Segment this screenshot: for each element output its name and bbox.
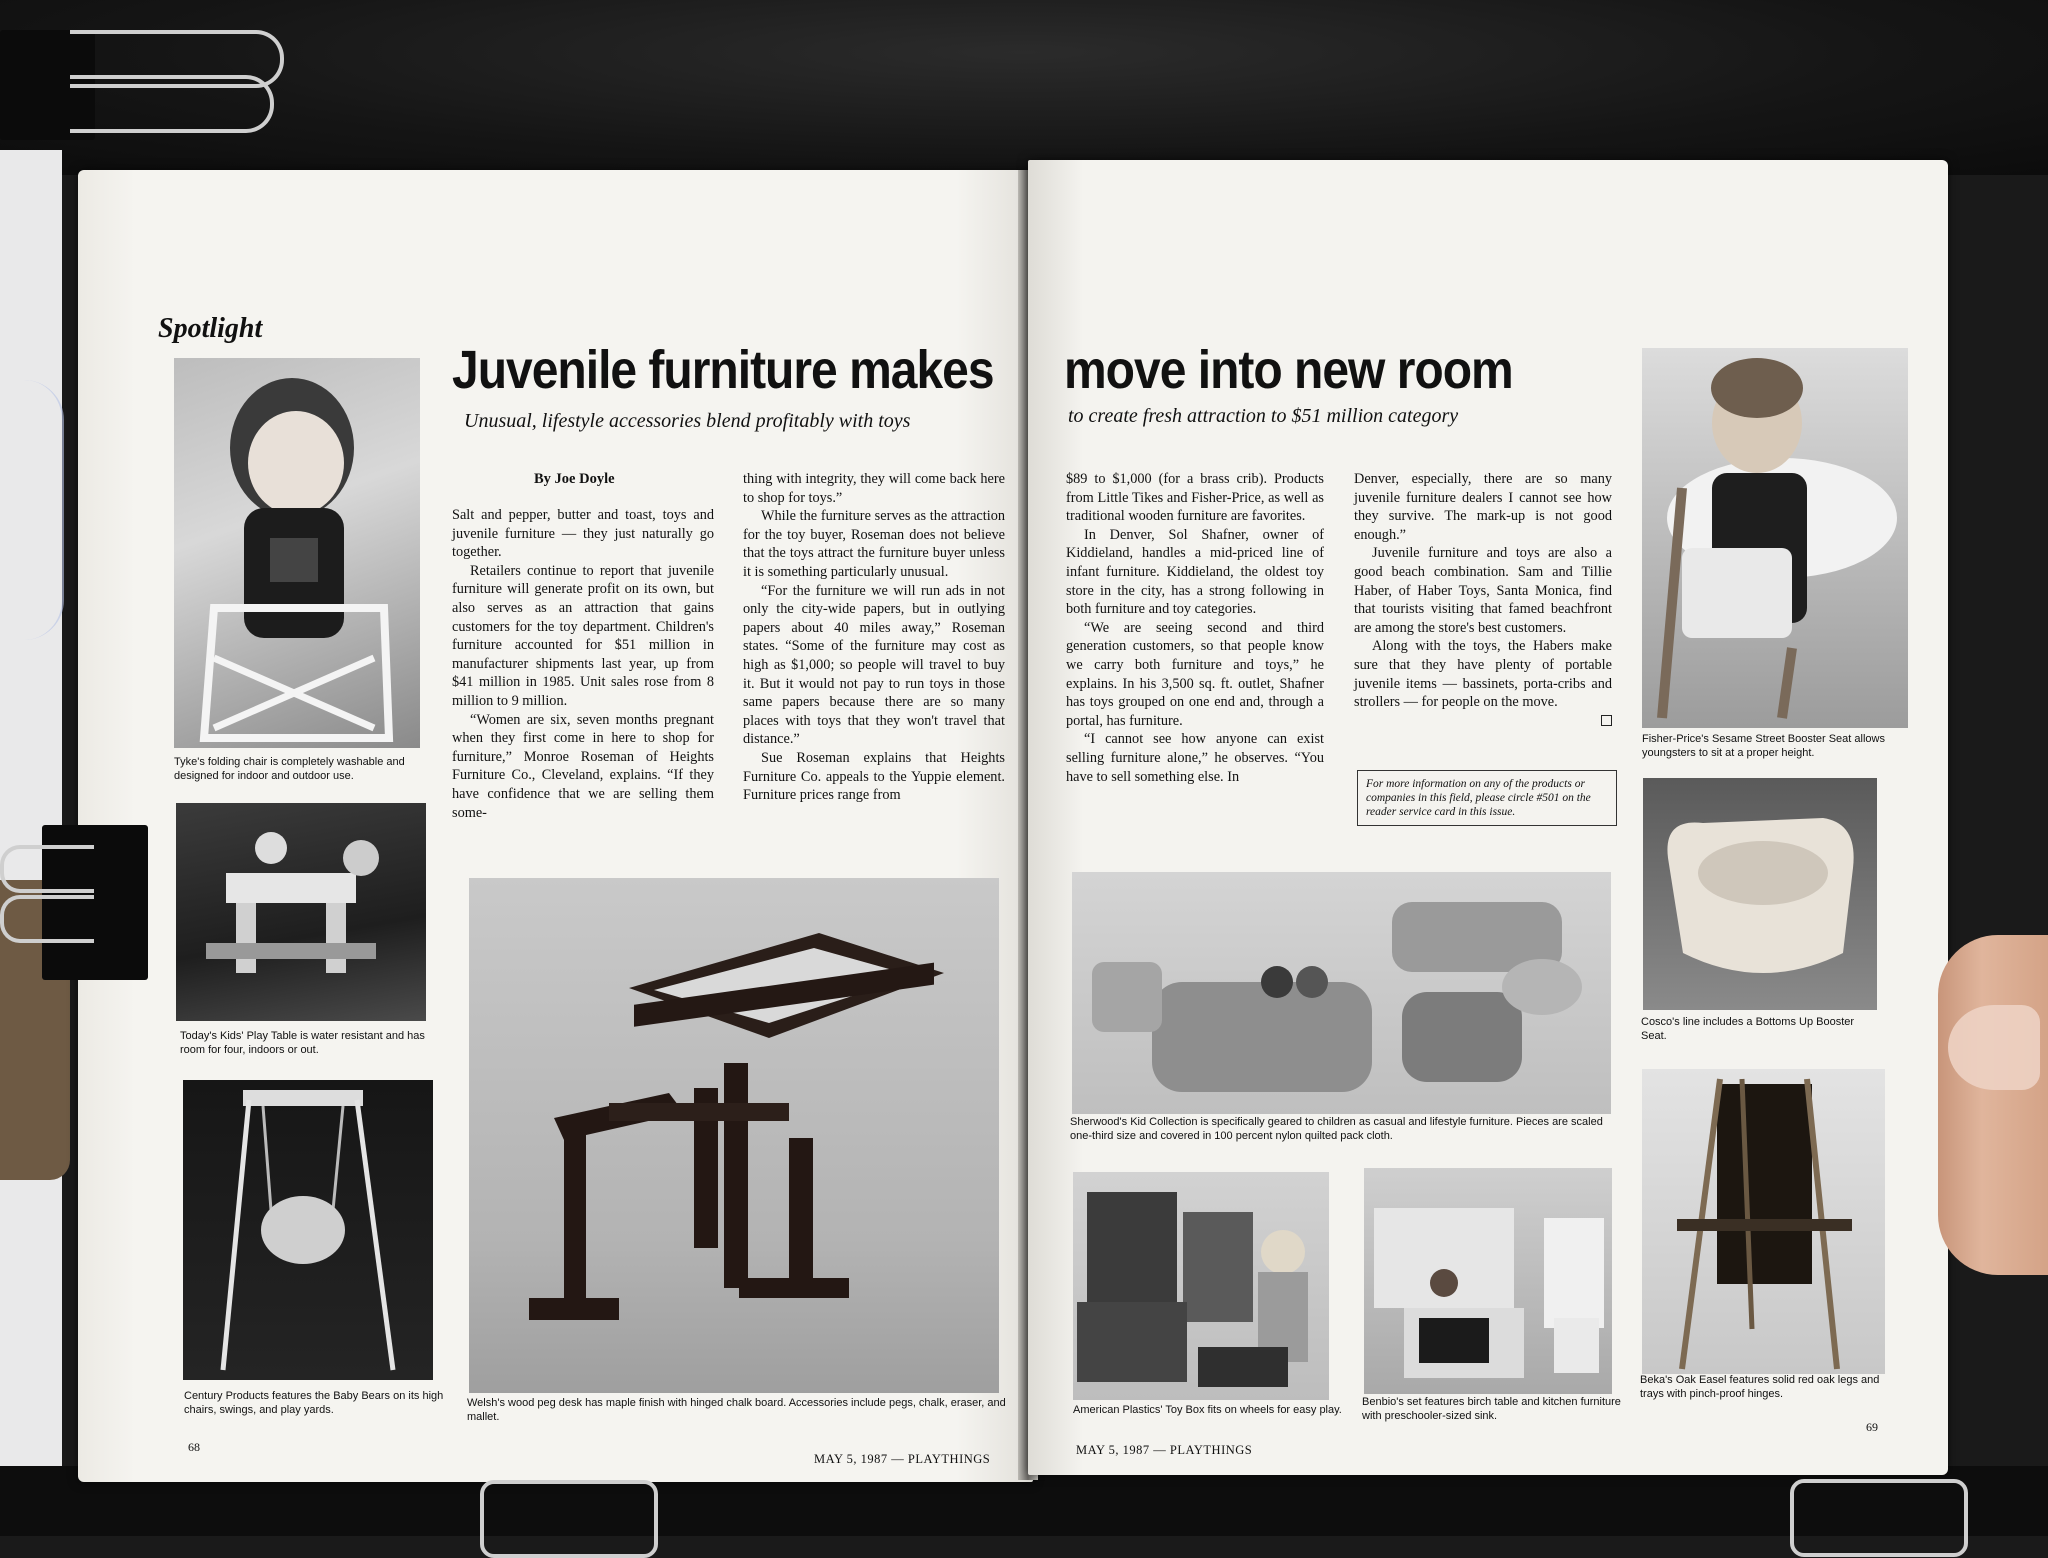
left-text-column-1 [452,506,714,822]
paragraph: Sue Roseman explains that Heights Furniture Co. appeals to the Yuppie element. Furniture prices range from [743,749,1005,804]
paragraph: “For the furniture we will run ads in not only the city-wide papers, but in outlying papers about 40 miles away,” Roseman states. “Some of the furniture may cost as high as $1,000; so people will travel to buy it. But it would not pay to run toys in those same papers because there are so many places with toys that they won't travel that distance.” [743,582,1005,748]
sketch-doodle [0,380,64,640]
paragraph: “Women are six, seven months pregnant when they first come in here to shop for furniture,” Monroe Roseman of Heights Furniture Co., Cleveland, explains. “If they have confidence that we are selling them some- [452,711,714,821]
binder-clip-top [0,0,290,140]
paragraph: Juvenile furniture and toys are also a good beach combination. Sam and Tillie Haber, of Haber Toys, Santa Monica, find that tourists visiting that famed beachfront are among the store's best customers. [1354,545,1612,636]
article-deck-right: to create fresh attraction to $51 million category [1068,405,1459,427]
photo-oak-easel [1642,1069,1885,1374]
paragraph: In Denver, Sol Shafner, owner of Kiddieland, handles a mid-priced line of infant furniture. Kiddieland, the oldest toy store in the city, has a strong following in both furniture and toy categories. [1066,526,1324,618]
article-headline-right: move into new room [1064,341,1513,401]
paragraph: thing with integrity, they will come back here to shop for toys.” [743,471,1005,506]
binder-clip-middle [0,825,160,985]
caption-kid-sofa: Sherwood's Kid Collection is specifically geared to children as casual and lifestyle furniture. Pieces are scaled one-third size and covered in 100 percent nylon quilted pack cloth. [1070,1116,1603,1142]
folio-left: MAY 5, 1987 — PLAYTHINGS [814,1452,991,1466]
paragraph: “We are seeing second and third generation customers, so that people know we carry both furniture and toys,” he explains. In his 3,500 sq. ft. outlet, Shafner has toys grouped on one end and, through a portal, has furniture. [1066,619,1324,729]
paragraph: Salt and pepper, butter and toast, toys and juvenile furniture — they just naturally go together. [452,507,714,561]
thumbnail [1948,1005,2040,1090]
caption-cosco-seat: Cosco's line includes a Bottoms Up Booster Seat. [1641,1016,1855,1042]
section-label: Spotlight [158,313,263,344]
right-text-column-1 [1066,470,1324,786]
caption-peg-desk: Welsh's wood peg desk has maple finish with hinged chalk board. Accessories include pegs, chalk, eraser, and mallet. [467,1397,1006,1423]
paragraph: Along with the toys, the Habers make sure that they have plenty of portable juvenile items — bassinets, porta-cribs and strollers — for people on the move. [1354,638,1612,711]
caption-kitchen-set: Benbio's set features birch table and kitchen furniture with preschooler-sized sink. [1362,1396,1621,1422]
photo-baby-swing [183,1080,433,1380]
article-deck-left: Unusual, lifestyle accessories blend profitably with toys [464,410,911,432]
left-text-column-2 [743,470,1005,805]
binder-backing [0,150,62,1480]
binder-clip-bottom-right [1780,1465,1980,1536]
paragraph: Denver, especially, there are so many juvenile furniture dealers I cannot see how they survive. The mark-up is not good enough.” [1354,471,1612,543]
photo-cosco-seat [1643,778,1877,1010]
byline: By Joe Doyle [534,471,615,487]
right-text-column-2 [1354,470,1612,730]
caption-folding-chair: Tyke's folding chair is completely washable and designed for indoor and outdoor use. [174,756,405,782]
caption-oak-easel: Beka's Oak Easel features solid red oak legs and trays with pinch-proof hinges. [1640,1374,1880,1400]
paragraph: $89 to $1,000 (for a brass crib). Products from Little Tikes and Fisher-Price, as well as traditional wooden furniture are favorites. [1066,471,1324,525]
photo-toy-box [1073,1172,1329,1400]
caption-toy-box: American Plastics' Toy Box fits on wheels for easy play. [1073,1404,1342,1416]
page-number-left: 68 [188,1440,200,1454]
paragraph: “I cannot see how anyone can exist selling furniture alone,” he observes. “You have to sell something else. In [1066,731,1324,785]
caption-baby-swing: Century Products features the Baby Bears on its high chairs, swings, and play yards. [184,1390,444,1416]
photo-peg-desk [469,878,999,1393]
photo-kid-sofa [1072,872,1611,1114]
binder-clip-bottom [470,1470,670,1536]
photo-folding-chair [174,358,420,748]
end-mark-icon [1601,715,1612,726]
article-headline-left: Juvenile furniture makes [452,341,994,401]
reader-service-box: For more information on any of the products or companies in this field, please circle #501 on the reader service card in this issue. [1357,770,1617,826]
photo-kitchen-set [1364,1168,1612,1394]
folio-right: MAY 5, 1987 — PLAYTHINGS [1076,1443,1253,1457]
caption-booster-seat: Fisher-Price's Sesame Street Booster Seat allows youngsters to sit at a proper height. [1642,733,1885,759]
end-of-article [1354,712,1612,731]
paragraph: Retailers continue to report that juvenile furniture will generate profit on its own, but also serves as an attraction that gains customers for the toy department. Children's furniture accounted for $51 million in manufacturer shipments last year, up from $41 million in 1985. Unit sales rose from 8 million to 9 million. [452,562,714,709]
caption-play-table: Today's Kids' Play Table is water resistant and has room for four, indoors or out. [180,1030,425,1056]
paragraph: While the furniture serves as the attraction for the toy buyer, Roseman does not believe that the toys attract the furniture buyer unless it is something particularly unusual. [743,508,1005,580]
hand-thumb [1938,935,2048,1275]
page-number-right: 69 [1866,1420,1878,1434]
photo-booster-seat [1642,348,1908,728]
dark-background [0,0,2048,175]
photo-play-table [176,803,426,1021]
